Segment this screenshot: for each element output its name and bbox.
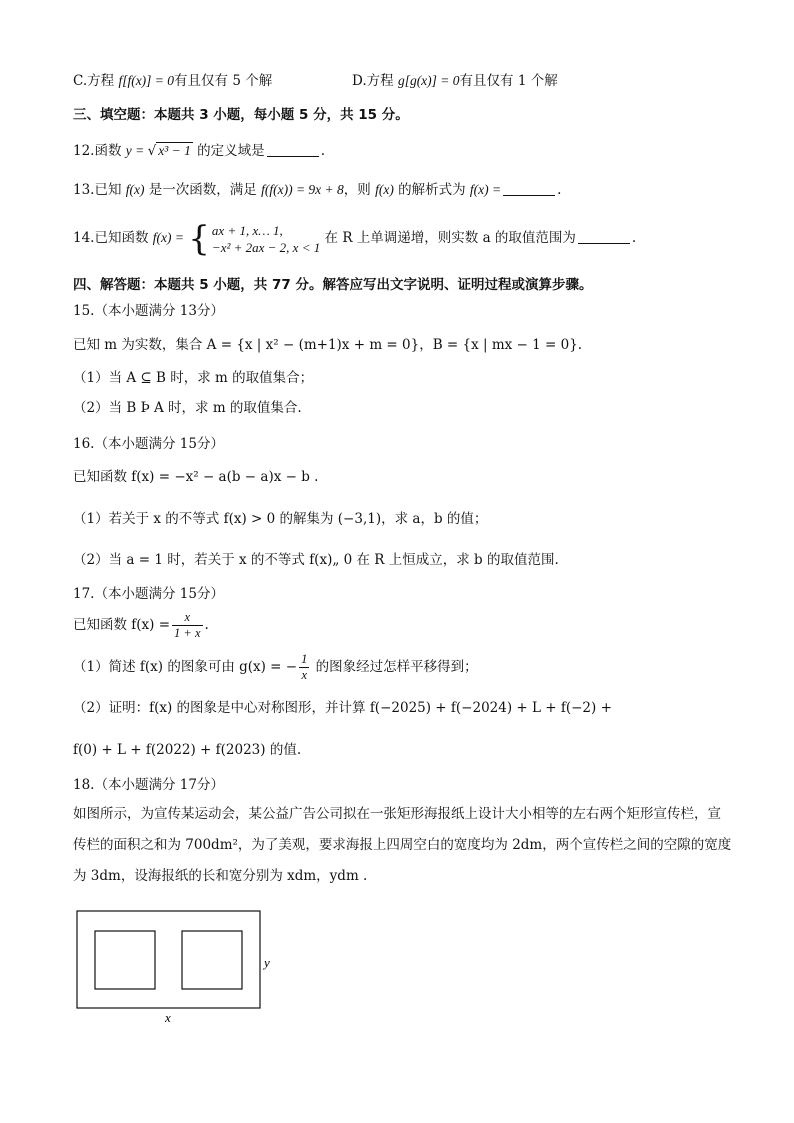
period: .	[320, 143, 325, 159]
left-brace: {	[188, 218, 210, 259]
option-c-suffix: 有且仅有 5 个解	[174, 73, 273, 89]
piecewise-row-1: ax + 1, x… 1,	[211, 222, 283, 238]
q13-ans-prefix: f(x) =	[469, 182, 502, 197]
q16-part-1: （1）若关于 x 的不等式 f(x) > 0 的解集为 (−3,1)，求 a，b 的值；	[73, 511, 488, 527]
q17-p1-suffix: 的图象经过怎样平移得到；	[311, 659, 478, 675]
option-c-prefix: C.方程	[73, 73, 119, 89]
q16-part-2: （2）当 a = 1 时，若关于 x 的不等式 f(x)„ 0 在 R 上恒成立，求 b 的取值范围.	[73, 552, 559, 568]
left-panel	[95, 931, 155, 989]
q12-radicand: x³ − 1	[158, 143, 191, 158]
q13-suffix: 的解析式为	[393, 182, 470, 198]
sqrt-sign: √	[147, 143, 157, 159]
q17-stem-prefix: 已知函数 f(x) =	[73, 617, 171, 633]
poster-figure	[70, 905, 290, 1030]
q14-prefix: 14.已知函数	[73, 230, 153, 246]
q13-prefix: 13.已知	[73, 182, 126, 198]
option-d-prefix: D.方程	[352, 73, 398, 89]
q12-suffix: 的定义域是	[192, 143, 265, 159]
q14-lhs: f(x) =	[152, 230, 184, 245]
answer-blank[interactable]	[267, 142, 319, 157]
q13-eq: f(f(x)) = 9x + 8	[261, 182, 344, 197]
period: .	[631, 230, 637, 246]
answer-blank[interactable]	[503, 181, 555, 196]
q16-stem: 已知函数 f(x) = −x² − a(b − a)x − b .	[73, 469, 319, 485]
q15-part-1: （1）当 A ⊆ B 时，求 m 的取值集合；	[73, 370, 314, 386]
section3-heading: 三、填空题：本题共 3 小题，每小题 5 分，共 15 分。	[73, 107, 409, 123]
q17-p1-prefix: （1）简述 f(x) 的图象可由 g(x) = −	[73, 659, 298, 675]
q17-part-2-line1: （2）证明：f(x) 的图象是中心对称图形，并计算 f(−2025) + f(−2024) + L + f(−2) +	[73, 700, 612, 716]
period: .	[557, 182, 562, 198]
option-c-formula: f[f(x)] = 0	[118, 73, 175, 88]
q14-suffix: 在 R 上单调递增，则实数 a 的取值范围为	[320, 230, 576, 246]
q13-f2: f(x)	[375, 182, 394, 197]
q15-stem: 已知 m 为实数，集合 A = {x | x² − (m+1)x + m = 0}，B = {x | mx − 1 = 0}.	[73, 337, 583, 353]
label-y: y	[264, 955, 270, 970]
q18-stem: 如图所示，为宣传某运动会，某公益广告公司拟在一张矩形海报纸上设计大小相等的左右两个矩形宣传栏，宣传栏的面积之和为 700dm²，为了美观，要求海报上四周空白的宽度均为 2dm，两个宣传栏之间的空隙的宽度为 3dm，设海报纸的长和宽分别为 xdm，ydm .	[73, 806, 732, 884]
option-d-suffix: 有且仅有 1 个解	[459, 73, 558, 89]
q13-mid: 是一次函数，满足	[144, 182, 262, 198]
fraction-numerator: x	[184, 610, 191, 624]
q16-title: 16.（本小题满分 15分）	[73, 436, 224, 452]
label-x: x	[165, 1010, 171, 1025]
option-d-formula: g[g(x)] = 0	[397, 73, 460, 88]
q17-part-2-line2: f(0) + L + f(2022) + f(2023) 的值.	[73, 742, 302, 758]
q17-stem-suffix: .	[204, 617, 209, 633]
question-14	[73, 218, 637, 259]
poster-outline	[77, 911, 260, 1008]
fraction-denominator: x	[301, 668, 308, 682]
q17-title: 17.（本小题满分 15分）	[73, 586, 224, 602]
option-d	[352, 72, 558, 90]
q17-part-1	[73, 650, 478, 684]
option-c	[73, 72, 272, 90]
question-13	[73, 181, 561, 199]
q13-f: f(x)	[125, 182, 145, 197]
right-panel	[182, 931, 242, 989]
q17-stem	[73, 608, 209, 642]
fraction	[172, 610, 202, 641]
q15-title: 15.（本小题满分 13分）	[73, 303, 224, 319]
fraction-numerator: 1	[301, 652, 308, 666]
q12-formula-left: y =	[125, 143, 148, 158]
q12-prefix: 12.函数	[73, 143, 126, 159]
q18-title: 18.（本小题满分 17分）	[73, 777, 224, 793]
fraction-denominator: 1 + x	[174, 626, 201, 640]
q15-part-2: （2）当 B Þ A 时，求 m 的取值集合.	[73, 400, 302, 416]
answer-blank[interactable]	[578, 229, 630, 244]
piecewise-row-2: −x² + 2ax − 2, x < 1	[211, 239, 321, 255]
section4-heading: 四、解答题：本题共 5 小题，共 77 分。解答应写出文字说明、证明过程或演算步骤。	[73, 277, 593, 293]
question-12	[73, 142, 325, 160]
fraction	[299, 652, 309, 683]
piecewise-system	[188, 218, 321, 259]
q13-mid2: ，则	[343, 182, 376, 198]
